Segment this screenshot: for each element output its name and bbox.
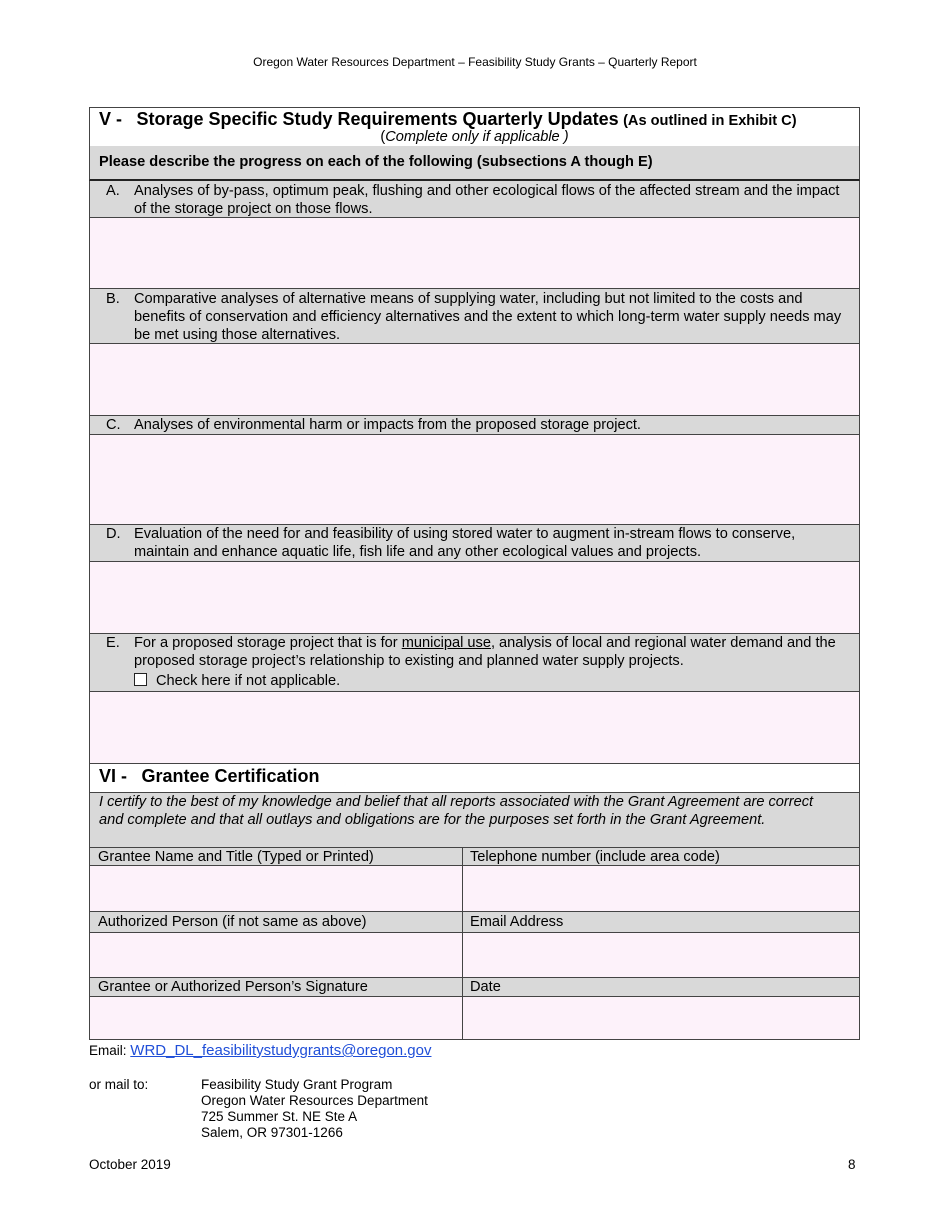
item-a-text: Analyses of by-pass, optimum peak, flushing and other ecological flows of the affected stream and the impact of the storage project on those flows. — [134, 183, 840, 217]
signature-label: Grantee or Authorized Person’s Signature — [98, 979, 368, 995]
not-applicable-checkbox[interactable] — [134, 673, 147, 686]
section-5-title-suffix: (As outlined in Exhibit C) — [623, 113, 797, 129]
email-address-label: Email Address — [470, 914, 564, 930]
telephone-input[interactable] — [463, 866, 859, 911]
address-line-2: Oregon Water Resources Department — [201, 1093, 428, 1108]
item-a-row — [89, 181, 860, 218]
column-divider — [462, 912, 463, 932]
item-c-row — [89, 416, 860, 435]
authorized-person-input[interactable] — [90, 933, 462, 977]
field-labels-row-3 — [89, 978, 860, 997]
address-line-4: Salem, OR 97301-1266 — [201, 1125, 343, 1140]
not-applicable-label: Check here if not applicable. — [156, 673, 341, 689]
field-inputs-row-1 — [89, 866, 860, 912]
item-e-row — [89, 634, 860, 692]
mailing-address — [201, 1077, 428, 1141]
certification-statement-row — [89, 793, 860, 848]
field-inputs-row-3 — [89, 997, 860, 1040]
signature-input[interactable] — [90, 997, 462, 1039]
section-5-header — [89, 107, 860, 147]
instruction-text: Please describe the progress on each of the following (subsections A though E) — [99, 154, 653, 170]
page-number: 8 — [848, 1157, 856, 1172]
column-divider — [462, 848, 463, 865]
field-labels-row-1 — [89, 848, 860, 866]
date-input[interactable] — [463, 997, 859, 1039]
footer-date: October 2019 — [89, 1157, 171, 1172]
subtitle-open-paren: ( — [380, 129, 386, 145]
instruction-row — [89, 146, 860, 181]
section-6-header — [89, 764, 860, 793]
item-d-response-field[interactable] — [89, 562, 860, 634]
item-d-row — [89, 525, 860, 562]
mail-to-label: or mail to: — [89, 1077, 149, 1092]
item-a-response-field[interactable] — [89, 218, 860, 289]
section-5-subtitle: Complete only if applicable ) — [385, 129, 569, 145]
item-b-response-field[interactable] — [89, 344, 860, 416]
section-5-title: Storage Specific Study Requirements Quarterly Updates — [136, 109, 619, 129]
section-6-title: Grantee Certification — [141, 766, 320, 786]
grantee-name-label: Grantee Name and Title (Typed or Printed) — [98, 849, 374, 865]
item-e-response-field[interactable] — [89, 692, 860, 764]
item-e-text-before: For a proposed storage project that is for — [134, 635, 402, 651]
item-e-text-after: , analysis of local and regional water demand and the proposed storage project’s relationship to existing and planned water supply projects. — [134, 635, 836, 669]
item-e-letter: E. — [106, 635, 120, 651]
item-a-letter: A. — [106, 183, 120, 199]
section-6-number: VI - — [99, 766, 128, 786]
address-line-1: Feasibility Study Grant Program — [201, 1077, 393, 1092]
item-c-text: Analyses of environmental harm or impacts from the proposed storage project. — [134, 417, 641, 433]
item-c-response-field[interactable] — [89, 435, 860, 525]
grantee-name-input[interactable] — [90, 866, 462, 911]
item-e-text-underlined: municipal use — [401, 635, 491, 651]
item-b-letter: B. — [106, 291, 120, 307]
email-link[interactable]: WRD_DL_feasibilitystudygrants@oregon.gov — [130, 1042, 432, 1059]
telephone-label: Telephone number (include area code) — [470, 849, 720, 865]
field-labels-row-2 — [89, 912, 860, 933]
item-b-text: Comparative analyses of alternative means of supplying water, including but not limited to the costs and benefits of conservation and efficiency alternatives and the extent to which long-term water supply needs may be met using those alternatives. — [134, 291, 842, 343]
email-label: Email: — [89, 1043, 127, 1058]
section-5-number: V - — [99, 109, 123, 129]
item-d-text: Evaluation of the need for and feasibility of using stored water to augment in-stream flows to conserve, maintain and enhance aquatic life, fish life and any other ecological values and projects. — [134, 526, 796, 560]
address-line-3: 725 Summer St. NE Ste A — [201, 1109, 358, 1124]
item-e-text — [134, 634, 847, 670]
running-header: Oregon Water Resources Department – Feasibility Study Grants – Quarterly Report — [253, 55, 697, 69]
item-c-letter: C. — [106, 417, 121, 433]
date-label: Date — [470, 979, 501, 995]
item-d-letter: D. — [106, 526, 121, 542]
certification-statement: I certify to the best of my knowledge and belief that all reports associated with the Grant Agreement are correct and complete and that all outlays and obligations are for the purposes set forth in the Grant Agreement. — [99, 794, 814, 828]
email-address-input[interactable] — [463, 933, 859, 977]
item-b-row — [89, 289, 860, 344]
column-divider — [462, 978, 463, 996]
authorized-person-label: Authorized Person (if not same as above) — [98, 914, 367, 930]
field-inputs-row-2 — [89, 933, 860, 978]
